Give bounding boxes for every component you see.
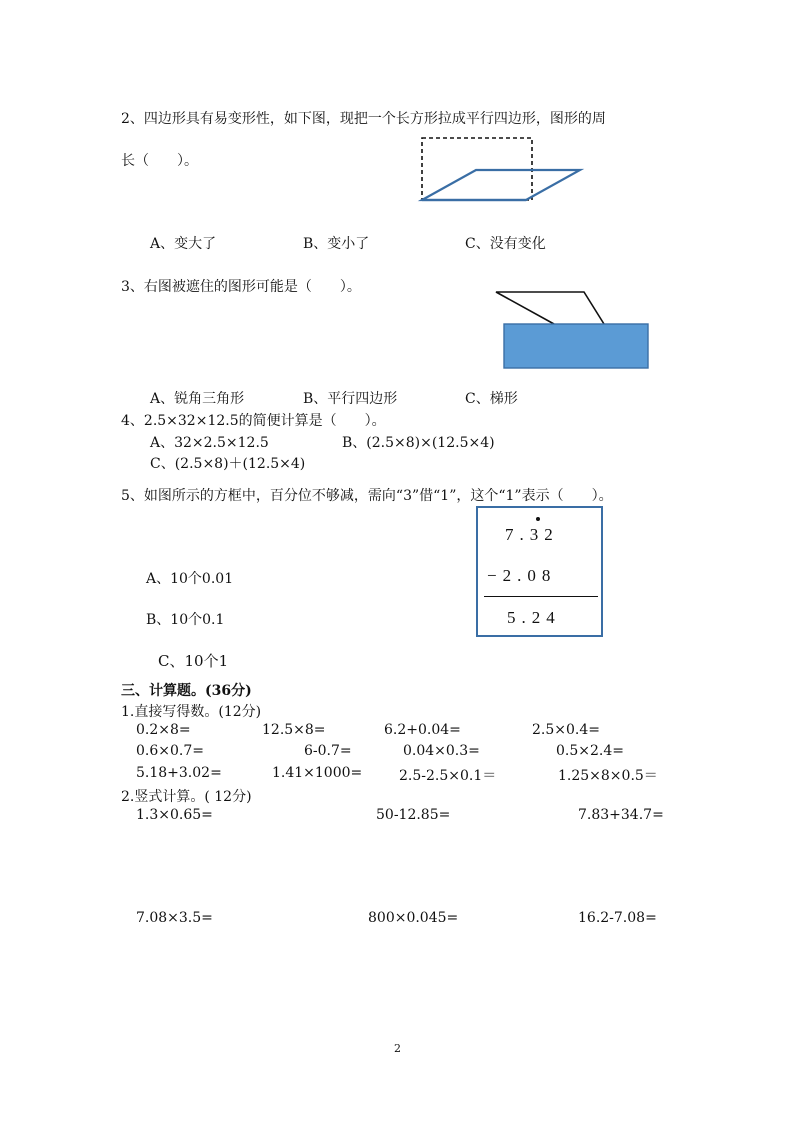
page-number: 2 bbox=[394, 1042, 401, 1055]
calc-r1c3: 6.2+0.04= bbox=[384, 722, 461, 738]
q5-stem: 5、如图所示的方框中，百分位不够减，需向“3”借“1”，这个“1”表示（ ）。 bbox=[121, 488, 613, 504]
calc-r2c1: 0.6×0.7= bbox=[136, 743, 204, 759]
q3-option-a: A、锐角三角形 bbox=[150, 391, 245, 407]
q4-option-c: C、(2.5×8)＋(12.5×4) bbox=[150, 456, 306, 472]
calc-r1c1: 0.2×8= bbox=[136, 722, 191, 738]
vertical-calc-2: 50-12.85= bbox=[376, 807, 451, 823]
calc-r1c2: 12.5×8= bbox=[262, 722, 326, 738]
vertical-calc-3: 7.83+34.7= bbox=[578, 807, 664, 823]
calc-r2c3: 0.04×0.3= bbox=[403, 743, 480, 759]
q5-option-b: B、10个0.1 bbox=[146, 612, 225, 628]
calc-r3c3: 2.5-2.5×0.1＝ bbox=[399, 768, 497, 784]
q3-option-c: C、梯形 bbox=[465, 391, 518, 407]
q3-option-b: B、平行四边形 bbox=[303, 391, 398, 407]
q2-option-b: B、变小了 bbox=[303, 236, 370, 252]
q4-option-a: A、32×2.5×12.5 bbox=[150, 435, 269, 451]
calc-r1c4: 2.5×0.4= bbox=[532, 722, 600, 738]
q2-parallelogram-figure bbox=[418, 134, 588, 206]
q2-option-c: C、没有变化 bbox=[465, 236, 546, 252]
section3-title: 三、计算题。(36分) bbox=[121, 683, 252, 699]
q5-option-c: C、10个1 bbox=[158, 652, 229, 670]
calc-r3c1: 5.18+3.02= bbox=[136, 765, 222, 781]
vertical-calc-6: 16.2-7.08= bbox=[578, 910, 657, 926]
q4-option-b: B、(2.5×8)×(12.5×4) bbox=[342, 435, 495, 451]
q3-hidden-shape-figure bbox=[490, 288, 656, 372]
box-difference: 5.24 bbox=[507, 608, 561, 627]
vertical-calc-4: 7.08×3.5= bbox=[136, 910, 213, 926]
vertical-calc-1: 1.3×0.65= bbox=[136, 807, 213, 823]
vertical-calc-5: 800×0.045= bbox=[368, 910, 459, 926]
part2-title: 2.竖式计算。( 12分) bbox=[121, 789, 252, 805]
q2-option-a: A、变大了 bbox=[150, 236, 217, 252]
calc-r2c2: 6-0.7= bbox=[304, 743, 352, 759]
q3-stem: 3、右图被遮住的图形可能是（ ）。 bbox=[121, 279, 361, 295]
calc-r2c4: 0.5×2.4= bbox=[556, 743, 624, 759]
box-minuend: 7.32 bbox=[505, 525, 559, 544]
q5-option-a: A、10个0.01 bbox=[146, 571, 234, 587]
box-divider bbox=[484, 596, 598, 597]
borrow-dot-icon bbox=[536, 517, 540, 521]
q2-stem: 2、四边形具有易变形性，如下图，现把一个长方形拉成平行四边形，图形的周 bbox=[121, 111, 606, 127]
part1-title: 1.直接写得数。(12分) bbox=[121, 704, 262, 720]
calc-r3c4: 1.25×8×0.5＝ bbox=[558, 768, 658, 784]
q4-stem: 4、2.5×32×12.5的简便计算是（ ）。 bbox=[121, 413, 386, 429]
box-subtrahend: −2.08 bbox=[487, 566, 557, 585]
q5-subtraction-box bbox=[476, 506, 603, 637]
q2-stem-continued: 长（ ）。 bbox=[121, 153, 198, 169]
calc-r3c2: 1.41×1000= bbox=[272, 765, 363, 781]
